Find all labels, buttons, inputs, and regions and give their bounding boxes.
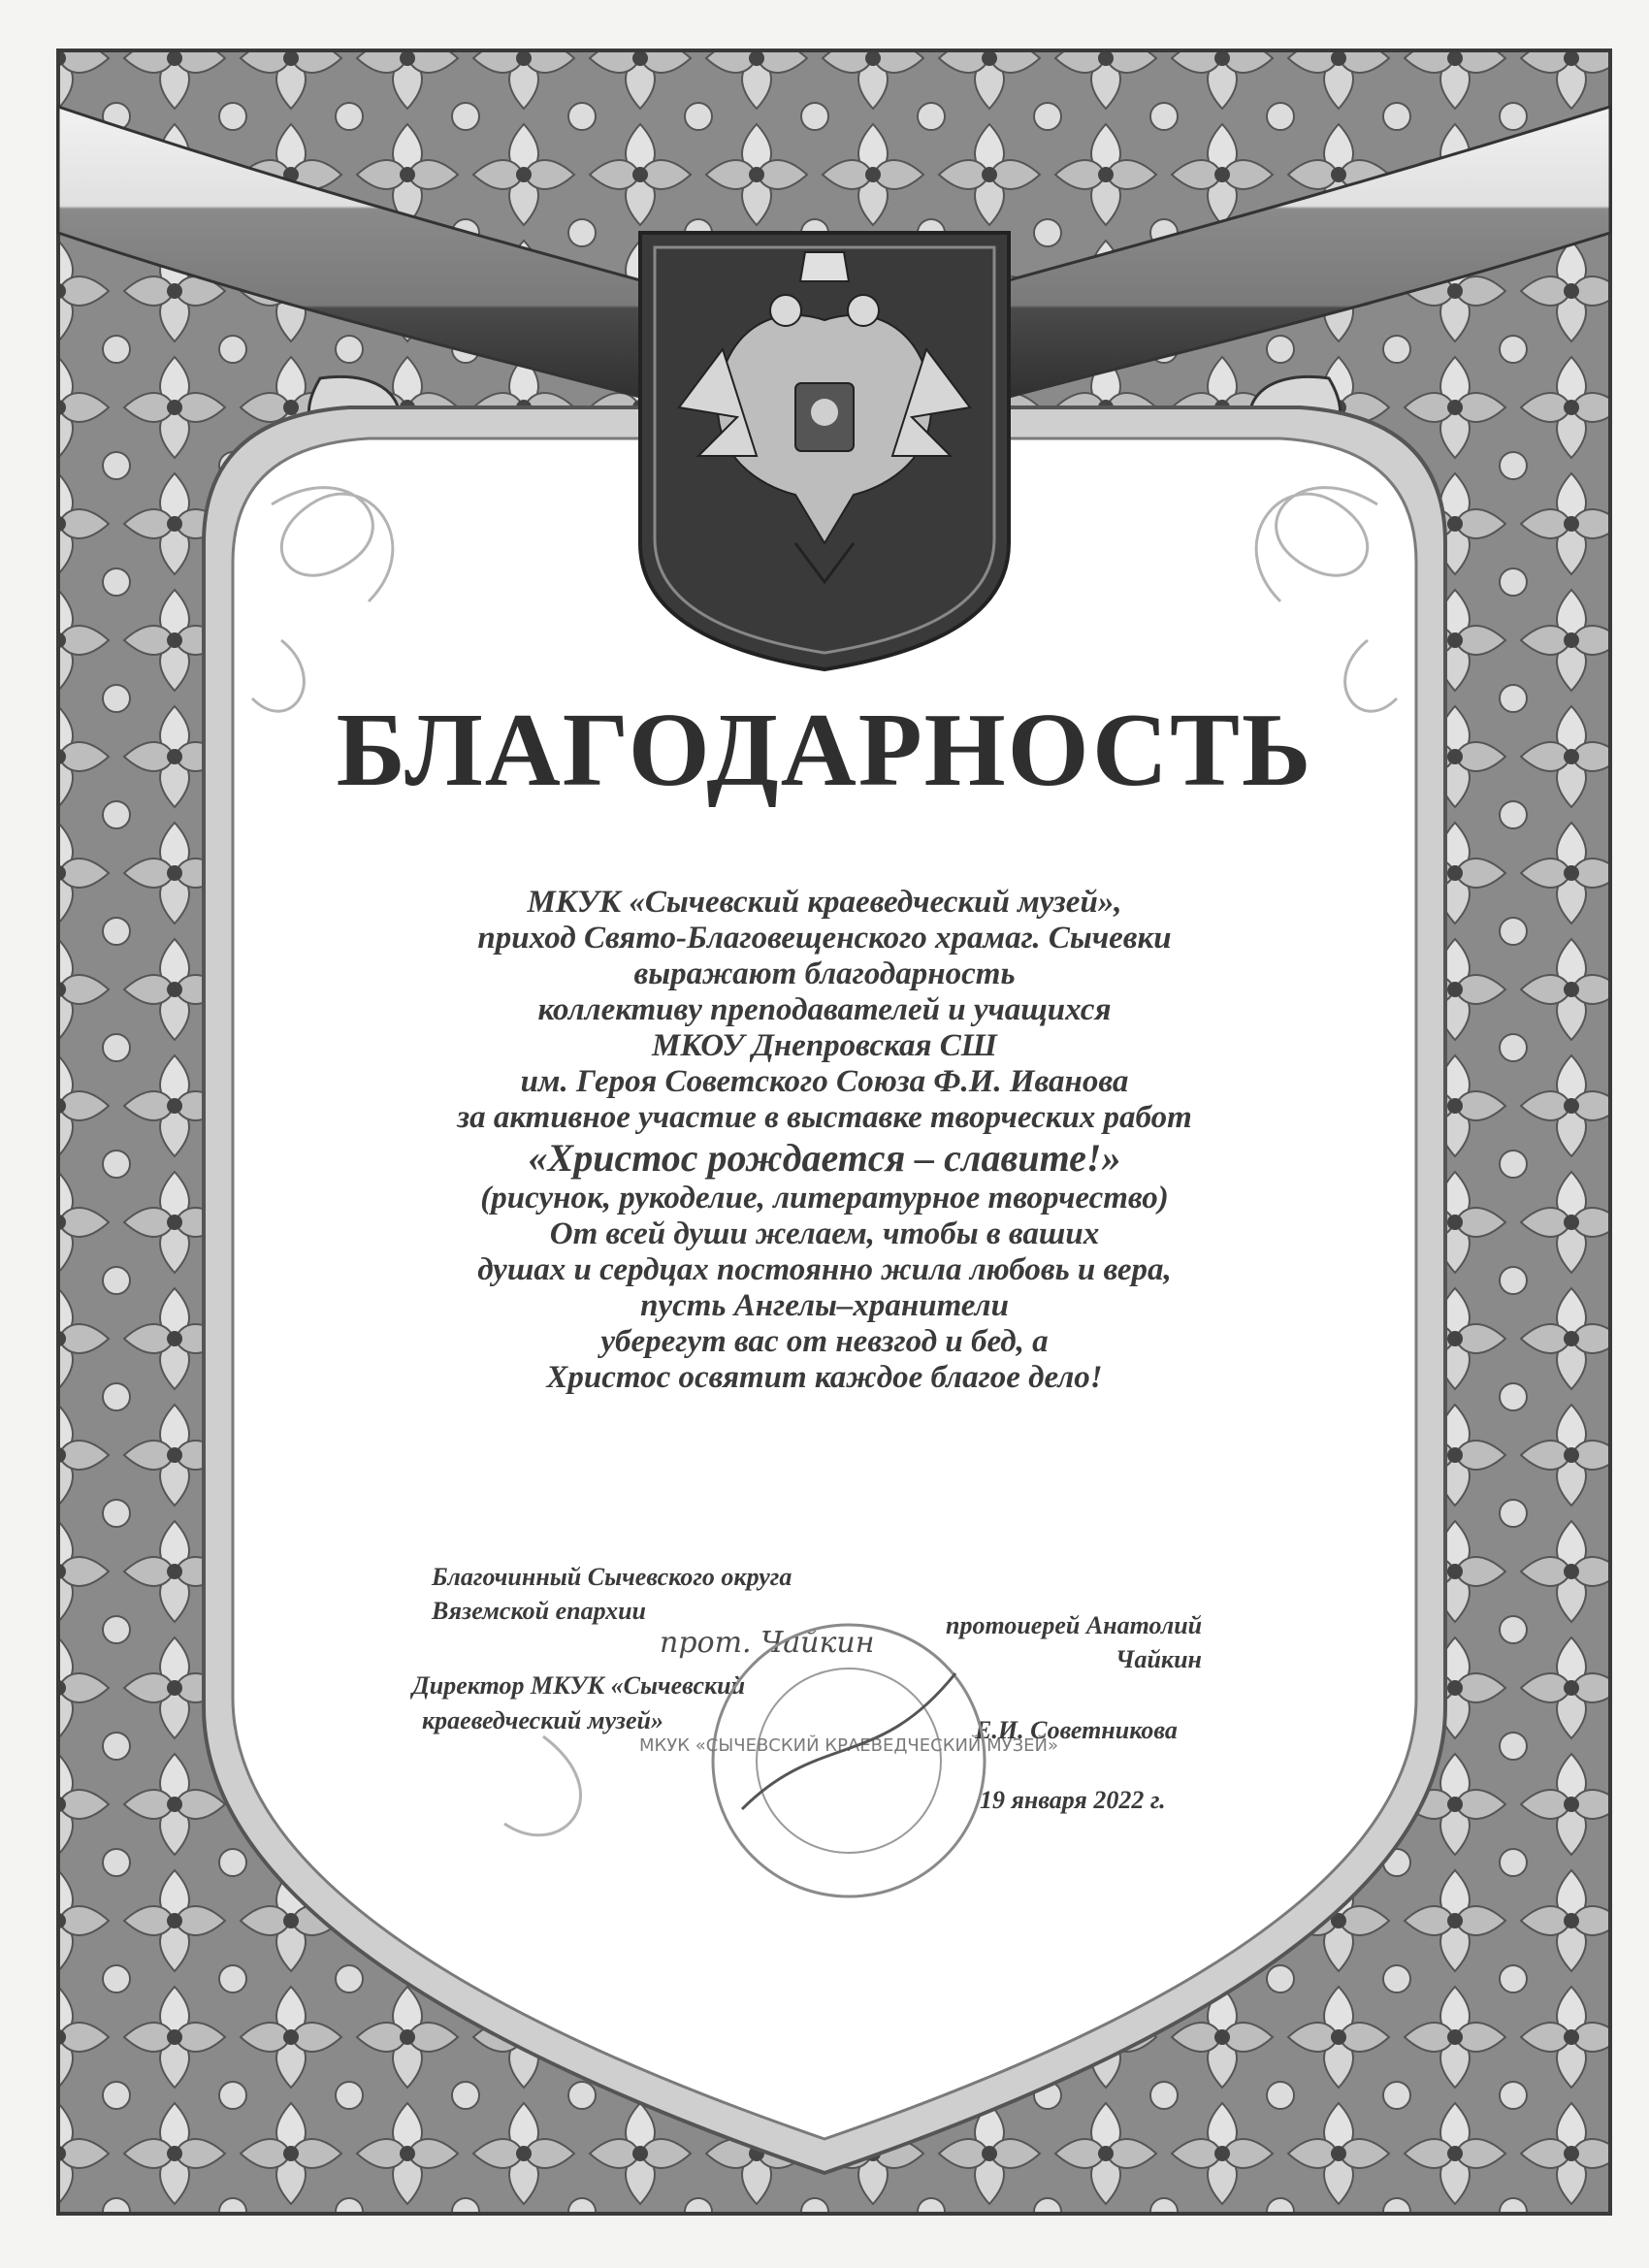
body-line: за активное участие в выставке творческих работ <box>457 1100 1192 1135</box>
certificate-body <box>349 885 1300 1396</box>
issue-date: 19 января 2022 г. <box>980 1786 1166 1814</box>
body-line: коллективу преподавателей и учащихся <box>537 992 1112 1027</box>
body-line: им. Героя Советского Союза Ф.И. Иванова <box>520 1064 1129 1099</box>
director-title-line1: Директор МКУК «Сычевский <box>412 1671 746 1700</box>
exhibition-title: «Христос рождается – славите!» <box>528 1136 1121 1180</box>
certificate-title: БЛАГОДАРНОСТЬ <box>336 693 1313 808</box>
body-line: приход Свято-Благовещенского храмаг. Сычевки <box>477 921 1172 956</box>
body-line: выражают благодарность <box>633 956 1016 991</box>
round-stamp <box>638 1615 1059 1906</box>
dean-title-line2: Вяземской епархии <box>432 1597 646 1625</box>
stamp-center-text: МКУК «СЫЧЕВСКИЙ КРАЕВЕДЧЕСКИЙ МУЗЕЙ» <box>638 1735 1059 1756</box>
dean-handwritten-signature: прот. Чайкин <box>660 1626 875 1660</box>
body-line: МКУК «Сычевский краеведческий музей», <box>527 885 1122 920</box>
dean-name-line2: Чайкин <box>1116 1645 1202 1673</box>
director-title-line2: краеведческий музей» <box>422 1706 663 1734</box>
body-line: От всей души желаем, чтобы в ваших <box>549 1216 1100 1251</box>
body-line: МКОУ Днепровская СШ <box>652 1028 997 1063</box>
body-line: пусть Ангелы–хранители <box>640 1288 1009 1323</box>
body-line: (рисунок, рукоделие, литературное творчество) <box>480 1181 1169 1215</box>
body-line: Христос освятит каждое благое дело! <box>546 1360 1103 1395</box>
body-line: душах и сердцах постоянно жила любовь и вера, <box>477 1252 1172 1287</box>
director-name: Е.И. Советникова <box>975 1716 1178 1744</box>
body-line: уберегут вас от невзгод и бед, а <box>600 1324 1049 1359</box>
dean-name-line1: протоиерей Анатолий <box>946 1611 1203 1639</box>
dean-title-line1: Благочинный Сычевского округа <box>432 1563 792 1591</box>
